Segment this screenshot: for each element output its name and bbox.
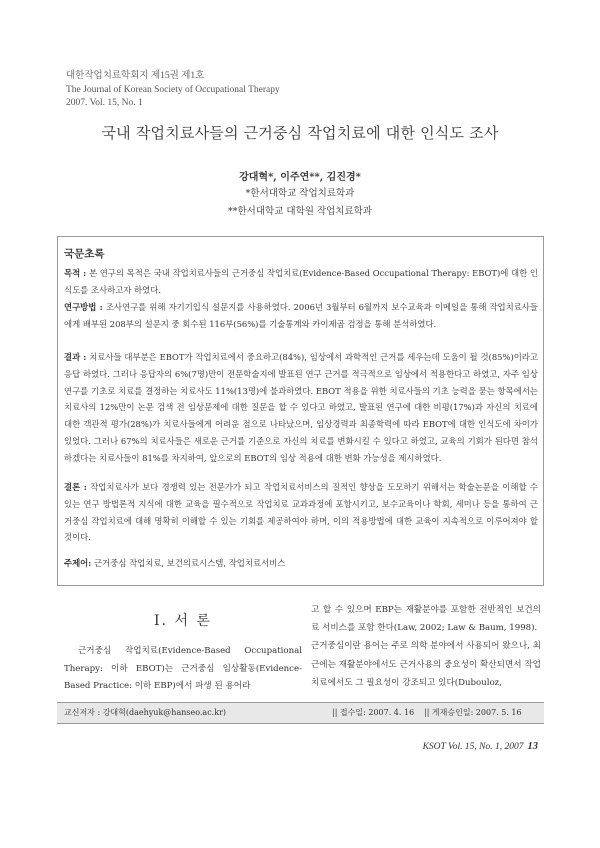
intro-paragraph-1: 근거중심 작업치료(Evidence-Based Occupational Therapy: 이하 EBOT)는 근거중심 임상활동(Evidence-Based Practice: 이하 EBP)에서 파생 된 용어라: [64, 646, 302, 691]
abstract-results: [64, 349, 538, 467]
footnote-rule-bottom: [57, 723, 544, 724]
keywords-label: 주제어:: [64, 558, 92, 568]
purpose-text: 본 연구의 목적은 국내 작업치료사들의 근거중심 작업치료(Evidence-Based Occupational Therapy: EBOT)에 대한 인식도를 조사하고자 하였다.: [64, 268, 538, 295]
abstract-method: [64, 299, 538, 333]
abstract-conclusion: [64, 479, 538, 546]
received-date: || 접수일: 2007. 4. 16: [332, 708, 415, 717]
page-footer: [423, 741, 538, 752]
intro-right-column: [311, 601, 541, 692]
authors: 강대혁*, 이주연**, 김진경*: [239, 172, 361, 183]
abstract-purpose: [64, 265, 538, 299]
conclusion-text: 작업치료사가 보다 경쟁력 있는 전문가가 되고 작업치료서비스의 질적인 향상을 도모하기 위해서는 학술논문을 이해할 수 있는 연구 방법론적 지식에 대한 교육을 필수적으로 작업치료 교과과정에 포함시키고, 보수교육이나 학회, 세미나 등을 통하여 근거중심 작업치료에 대해 명확히 이해할 수 있는 기회를 제공하여야 하며, 이의 적용방법에 대한 교육이 지속적으로 이루어져야 할 것이다.: [64, 482, 538, 543]
corresponding-author: 교신저자 : 강대혁(daehyuk@hanseo.ac.kr): [64, 708, 227, 717]
journal-name-korean: 대한작업치료학회지 제15권 제1호: [66, 71, 205, 81]
results-text: 치료사들 대부분은 EBOT가 작업치료에서 중요하고(84%), 임상에서 과학적인 근거를 세우는데 도움이 될 것(85%)이라고 응답 하였다. 그러나 응답자의 6%(7명)만이 전문학술지에 발표된 연구 근거를 적극적으로 임상에서 적용한다고 하였고, 자주 임상 연구를 기초로 치료를 결정하는 치료사도 11%(13명)에 불과하였다. EBOT 적용을 위한 치료사들의 기초 능력을 묻는 항목에서는 치료사의 12%만이 논문 검색 전 임상문제에 대한 질문을 할 수 있다고 하였고, 발표된 연구에 대한 비평(17%)과 자신의 치료에 대한 객관적 평가(28%)가 치료사들에게 어려운 점으로 나타났으며, 임상경력과 최종학력에 따라 EBOT에 대한 인식도에 차이가 있었다. 그러나 67%의 치료사들은 새로운 근거를 기준으로 자신의 치료를 변화시킬 수 있다고 하였고, 교육의 기회가 된다면 참석하겠다는 치료사들이 81%를 차지하여, 앞으로의 EBOT의 임상 적용에 대한 변화 가능성을 제시하였다.: [64, 352, 538, 463]
abstract-keywords: [64, 555, 538, 572]
paper-title: 국내 작업치료사들의 근거중심 작업치료에 대한 인식도 조사: [101, 124, 499, 142]
affiliation-2: **한서대학교 대학원 작업치료학과: [227, 206, 373, 217]
journal-name-english: The Journal of Korean Society of Occupational Therapy: [66, 84, 280, 95]
intro-paragraph-1-continued: 고 할 수 있으며 EBP는 재활분야를 포함한 전반적인 보건의료 서비스를 포함 한다(Law, 2002; Law & Baum, 1998).: [311, 605, 541, 634]
keywords-text: 근거중심 작업치료, 보건의료시스템, 작업치료서비스: [94, 558, 286, 568]
accepted-date: || 게재승인일: 2007. 5. 16: [424, 708, 522, 717]
journal-volume: 2007. Vol. 15, No. 1: [66, 98, 143, 108]
page-number: 13: [527, 741, 538, 752]
conclusion-label: 결론 :: [64, 482, 87, 492]
journal-header: [66, 70, 280, 111]
affiliation-1: *한서대학교 작업치료학과: [245, 188, 355, 199]
intro-left-column: [64, 643, 302, 696]
abstract-heading: 국문초록: [64, 248, 105, 260]
method-text: 조사연구를 위해 자기기입식 설문지를 사용하였다. 2006년 3월부터 6월까지 보수교육과 이메일을 통해 작업치료사들에게 배부된 208부의 설문지 중 회수된 116부(56%)를 기술통계와 카이제곱 검정을 통해 분석하였다.: [64, 302, 538, 329]
intro-paragraph-2: 근거중심이란 용어는 주로 의학 분야에서 사용되어 왔으나, 최근에는 재활분야에서도 근거사용의 중요성이 확산되면서 작업치료에서도 그 필요성이 강조되고 있다(Dubouloz,: [311, 641, 541, 688]
purpose-label: 목적 :: [64, 268, 87, 278]
method-label: 연구방법 :: [64, 302, 103, 312]
footer-citation: KSOT Vol. 15, No. 1, 2007: [422, 742, 524, 752]
results-label: 결과 :: [64, 352, 87, 362]
section-heading-introduction: Ⅰ. 서 론: [154, 613, 212, 629]
